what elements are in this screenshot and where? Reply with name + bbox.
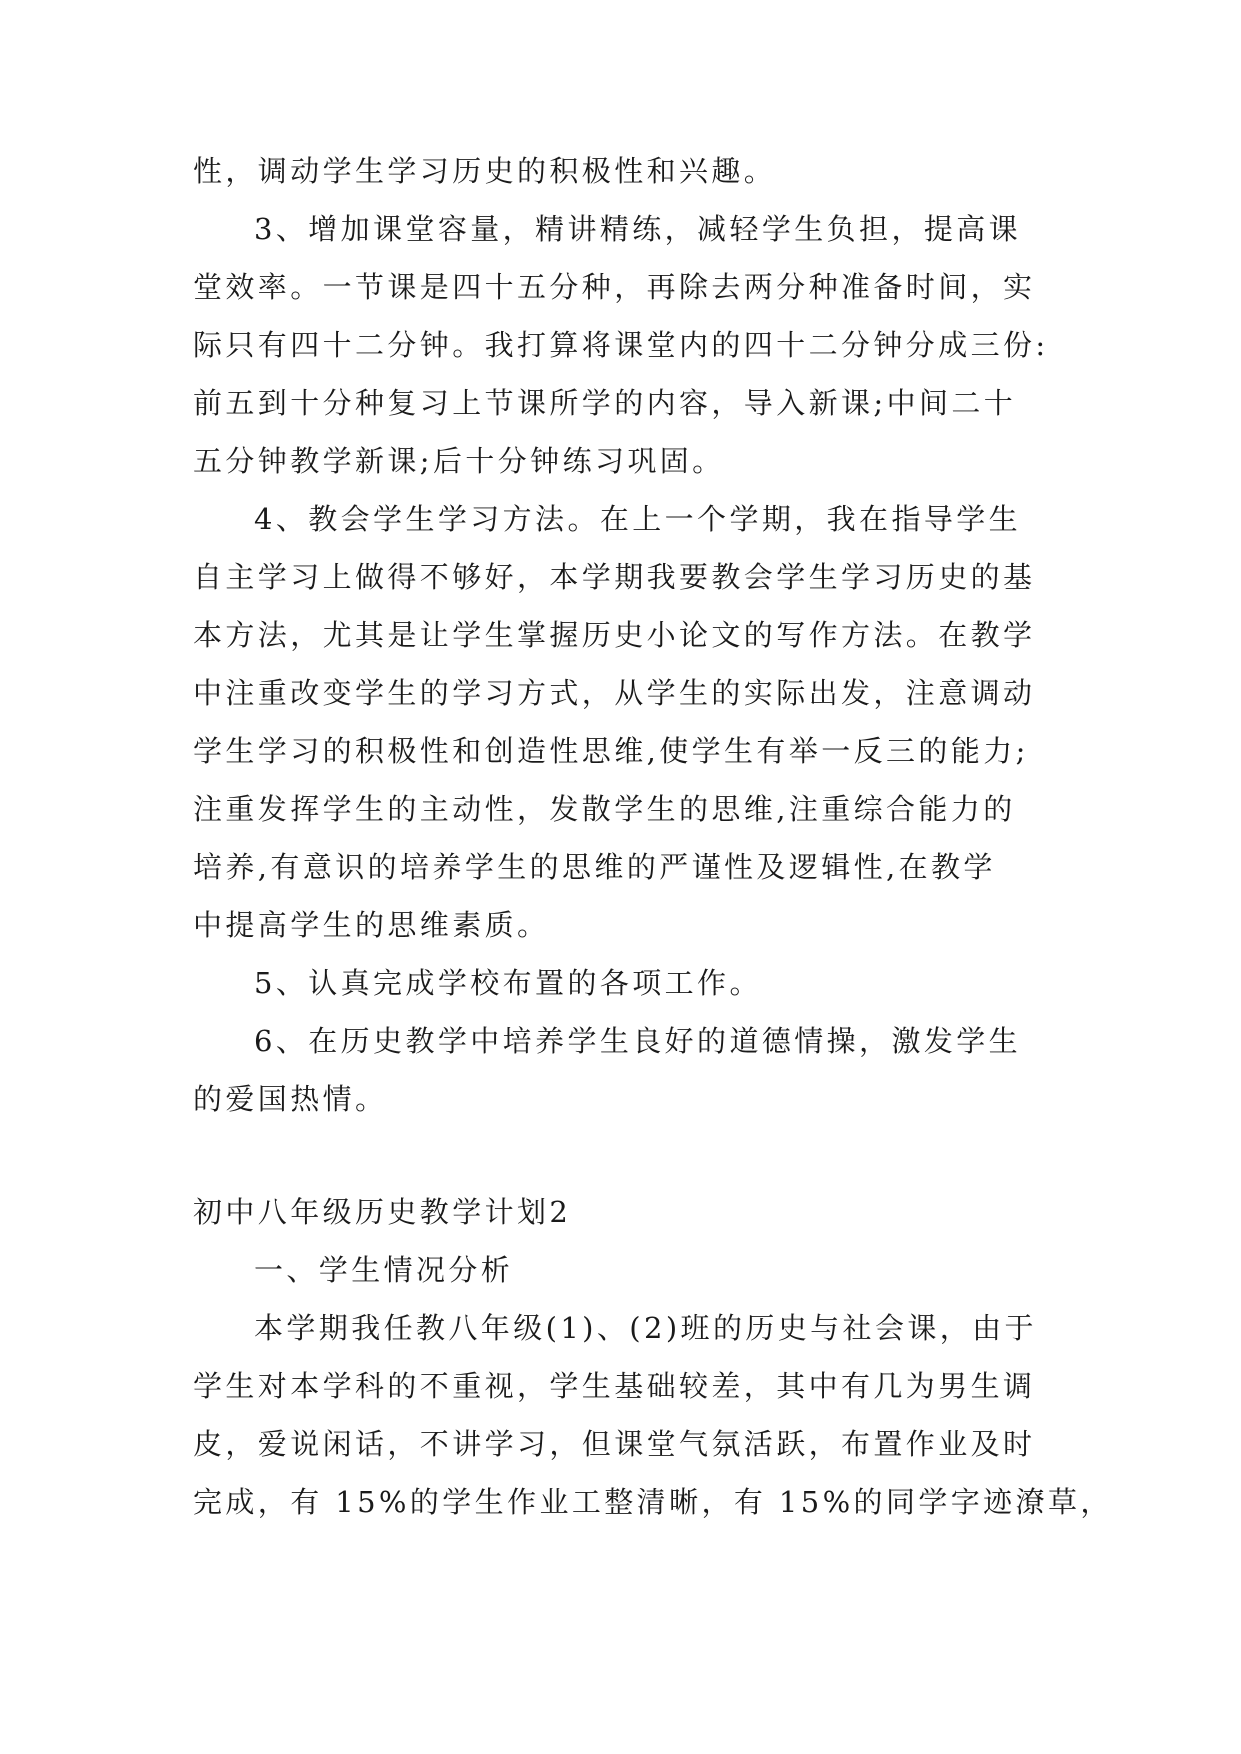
section-title: 初中八年级历史教学计划2	[193, 1195, 572, 1229]
text-line: 皮，爱说闲话，不讲学习，但课堂气氛活跃，布置作业及时	[193, 1427, 1036, 1461]
text-line: 前五到十分种复习上节课所学的内容，导入新课;中间二十	[193, 386, 1017, 420]
text-line: 中注重改变学生的学习方式，从学生的实际出发，注意调动	[193, 676, 1036, 710]
text-line: 学生学习的积极性和创造性思维,使学生有举一反三的能力;	[193, 734, 1029, 768]
text-line: 5、认真完成学校布置的各项工作。	[254, 966, 762, 1000]
text-line: 性，调动学生学习历史的积极性和兴趣。	[193, 154, 777, 188]
text-line: 本方法，尤其是让学生掌握历史小论文的写作方法。在教学	[193, 618, 1036, 652]
text-line: 堂效率。一节课是四十五分种，再除去两分种准备时间，实	[193, 270, 1036, 304]
text-line: 际只有四十二分钟。我打算将课堂内的四十二分钟分成三份:	[193, 328, 1049, 362]
text-line: 学生对本学科的不重视，学生基础较差，其中有几为男生调	[193, 1369, 1036, 1403]
text-line: 的爱国热情。	[193, 1082, 388, 1116]
text-line: 培养,有意识的培养学生的思维的严谨性及逻辑性,在教学	[193, 850, 996, 884]
text-line: 3、增加课堂容量，精讲精练，减轻学生负担，提高课	[254, 212, 1022, 246]
text-line: 完成，有 15%的学生作业工整清晰，有 15%的同学字迹潦草，	[193, 1485, 1113, 1519]
text-line: 自主学习上做得不够好，本学期我要教会学生学习历史的基	[193, 560, 1036, 594]
text-line: 本学期我任教八年级(1)、(2)班的历史与社会课，由于	[254, 1311, 1037, 1345]
text-line: 4、教会学生学习方法。在上一个学期，我在指导学生	[254, 502, 1022, 536]
text-line: 注重发挥学生的主动性，发散学生的思维,注重综合能力的	[193, 792, 1016, 826]
section-heading: 一、学生情况分析	[254, 1253, 514, 1287]
text-line: 五分钟教学新课;后十分钟练习巩固。	[193, 444, 725, 478]
text-line: 6、在历史教学中培养学生良好的道德情操，激发学生	[254, 1024, 1022, 1058]
text-line: 中提高学生的思维素质。	[193, 908, 550, 942]
